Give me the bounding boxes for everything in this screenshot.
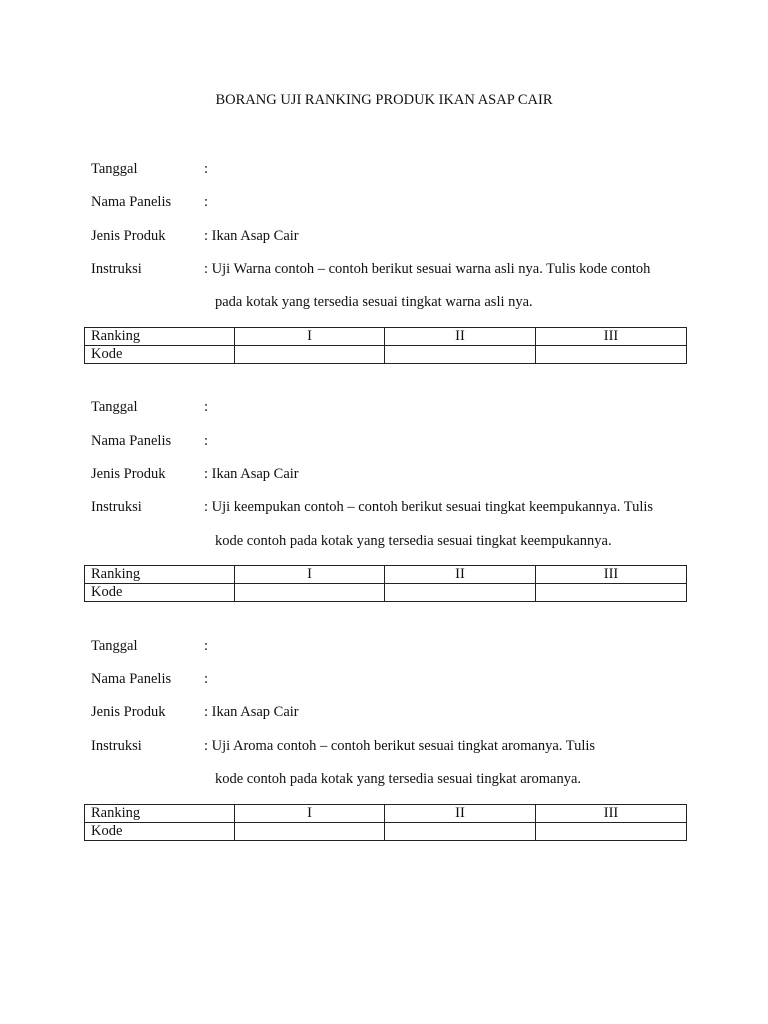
instruction-continuation: kode contoh pada kotak yang tersedia sesuai tingkat aromanya. (215, 771, 582, 787)
field-label: Instruksi (91, 499, 142, 515)
field-instruksi (91, 497, 653, 517)
table-row (85, 328, 687, 346)
kode-cell-rank-3[interactable] (536, 823, 687, 841)
field-value: : (204, 194, 209, 210)
kode-cell-rank-1[interactable] (235, 346, 385, 364)
field-label: Nama Panelis (91, 433, 172, 449)
ranking-table (84, 565, 687, 602)
page-title: BORANG UJI RANKING PRODUK IKAN ASAP CAIR (215, 92, 553, 108)
header-rank-1: I (235, 805, 385, 823)
header-rank-1: I (235, 566, 385, 584)
header-rank-3: III (536, 566, 687, 584)
kode-cell-rank-1[interactable] (235, 584, 385, 602)
field-value: : (204, 433, 209, 449)
kode-cell-rank-2[interactable] (385, 346, 536, 364)
field-label: Nama Panelis (91, 194, 172, 210)
field-value: : (204, 638, 209, 654)
header-ranking: Ranking (85, 328, 235, 346)
field-tanggal (91, 636, 208, 656)
header-rank-2: II (385, 328, 536, 346)
field-tanggal (91, 397, 208, 417)
field-value: : Ikan Asap Cair (204, 704, 299, 720)
field-label: Nama Panelis (91, 671, 172, 687)
field-value: : (204, 161, 209, 177)
field-label: Instruksi (91, 738, 142, 754)
table-row (85, 823, 687, 841)
field-value: : (204, 399, 209, 415)
field-value: : Ikan Asap Cair (204, 466, 299, 482)
field-label: Instruksi (91, 261, 142, 277)
row-label-kode: Kode (85, 346, 235, 364)
field-instruksi (91, 259, 650, 279)
field-instruksi (91, 736, 595, 756)
field-value: : Ikan Asap Cair (204, 228, 299, 244)
row-label-kode: Kode (85, 584, 235, 602)
row-label-kode: Kode (85, 823, 235, 841)
header-ranking: Ranking (85, 566, 235, 584)
field-tanggal (91, 159, 208, 179)
kode-cell-rank-1[interactable] (235, 823, 385, 841)
field-jenis-produk (91, 464, 299, 484)
table-row (85, 584, 687, 602)
field-value: : (204, 671, 209, 687)
field-value: : Uji keempukan contoh – contoh berikut sesuai tingkat keempukannya. Tulis (204, 499, 654, 515)
field-label: Jenis Produk (91, 704, 166, 720)
ranking-table (84, 327, 687, 364)
header-rank-2: II (385, 805, 536, 823)
field-value: : Uji Aroma contoh – contoh berikut sesuai tingkat aromanya. Tulis (204, 738, 596, 754)
table-row (85, 566, 687, 584)
table-row (85, 805, 687, 823)
instruction-continuation: pada kotak yang tersedia sesuai tingkat warna asli nya. (215, 294, 533, 310)
header-rank-1: I (235, 328, 385, 346)
kode-cell-rank-2[interactable] (385, 584, 536, 602)
instruction-continuation: kode contoh pada kotak yang tersedia sesuai tingkat keempukannya. (215, 533, 612, 549)
field-nama-panelis (91, 669, 208, 689)
field-label: Tanggal (91, 161, 138, 177)
field-label: Tanggal (91, 638, 138, 654)
field-jenis-produk (91, 226, 299, 246)
kode-cell-rank-2[interactable] (385, 823, 536, 841)
field-value: : Uji Warna contoh – contoh berikut sesuai warna asli nya. Tulis kode contoh (204, 261, 651, 277)
field-nama-panelis (91, 192, 208, 212)
header-rank-3: III (536, 805, 687, 823)
header-rank-2: II (385, 566, 536, 584)
field-nama-panelis (91, 431, 208, 451)
header-ranking: Ranking (85, 805, 235, 823)
field-jenis-produk (91, 702, 299, 722)
ranking-table (84, 804, 687, 841)
header-rank-3: III (536, 328, 687, 346)
field-label: Jenis Produk (91, 228, 166, 244)
field-label: Tanggal (91, 399, 138, 415)
kode-cell-rank-3[interactable] (536, 584, 687, 602)
table-row (85, 346, 687, 364)
field-label: Jenis Produk (91, 466, 166, 482)
kode-cell-rank-3[interactable] (536, 346, 687, 364)
